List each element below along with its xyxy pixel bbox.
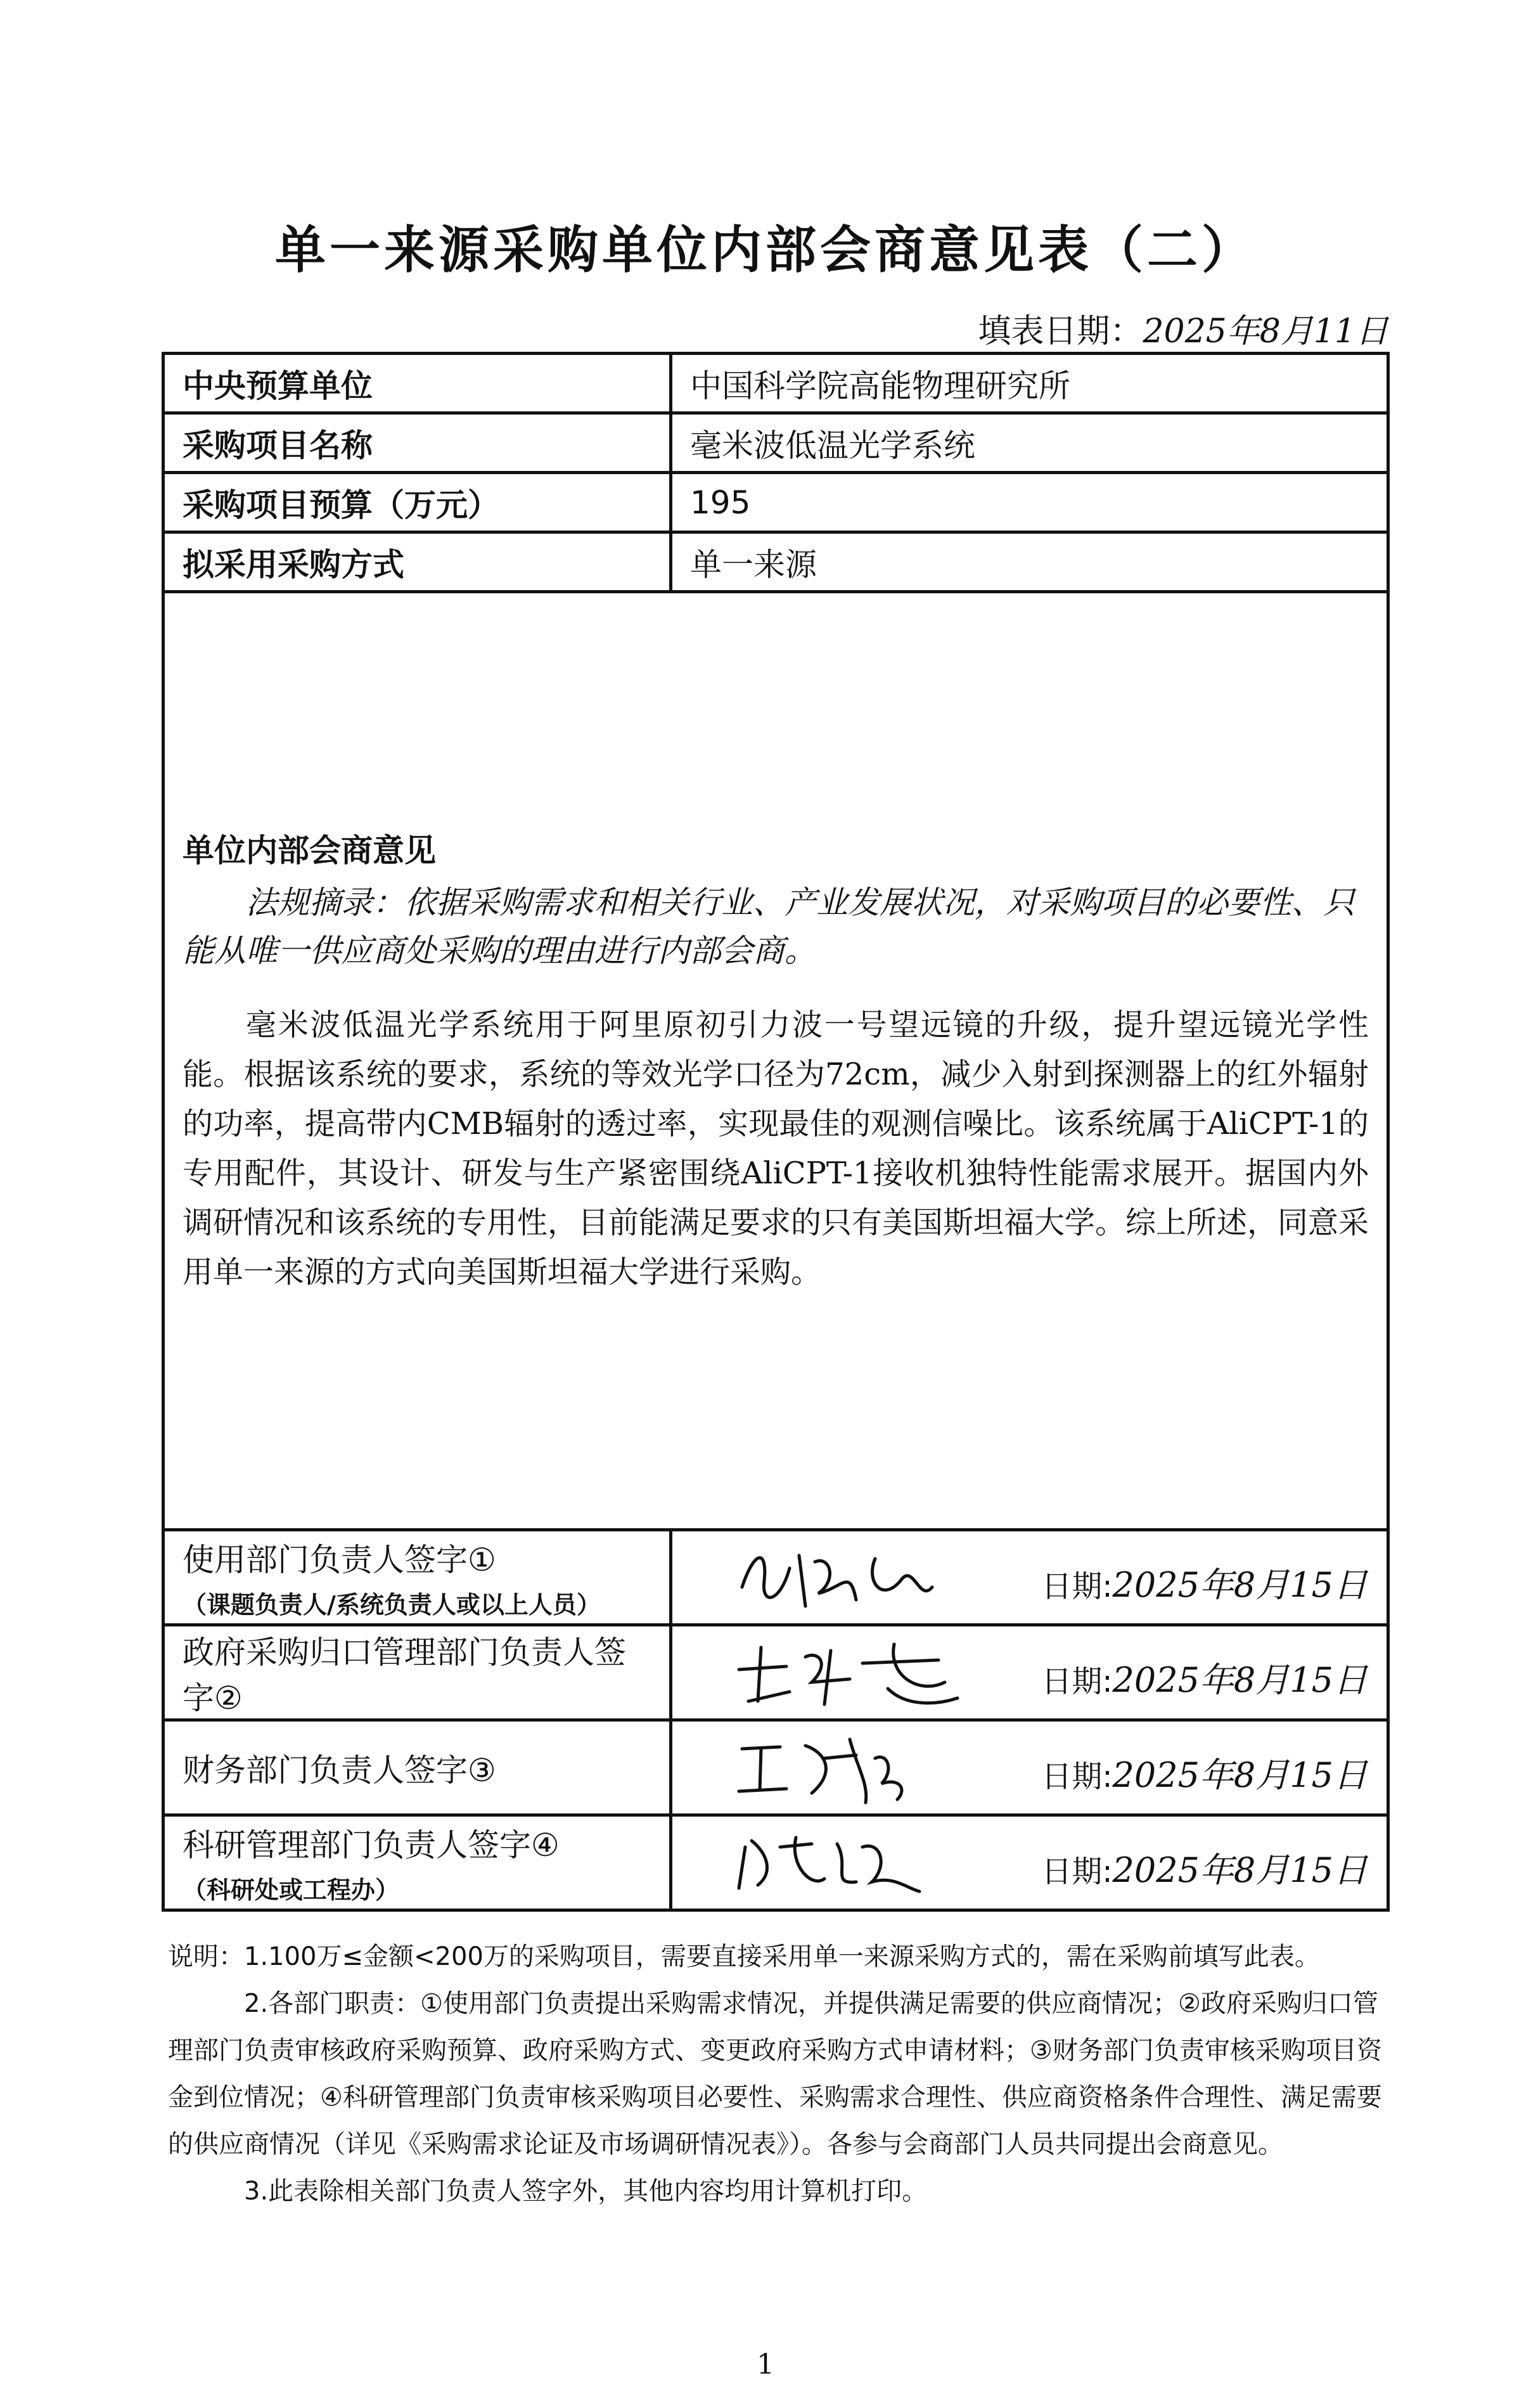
signature-cell	[671, 1815, 1388, 1910]
handwritten-signature	[729, 1733, 996, 1806]
signature-cell	[671, 1720, 1388, 1815]
signature-label: 政府采购归口管理部门负责人签字②	[183, 1633, 626, 1716]
date-label: 日期:	[1041, 1854, 1113, 1890]
date-value: 2025年8月15日	[1112, 1755, 1368, 1795]
signature-label-cell	[163, 1530, 671, 1625]
fill-date-label: 填表日期：	[978, 312, 1143, 351]
opinion-abstract: 法规摘录：依据采购需求和相关行业、产业发展状况，对采购项目的必要性、只能从唯一供应商处采购的理由进行内部会商。	[183, 884, 1355, 969]
page-number: 1	[757, 2348, 774, 2381]
date-value: 2025年8月15日	[1112, 1850, 1368, 1890]
handwritten-signature	[729, 1638, 996, 1711]
signature-row	[163, 1530, 1388, 1625]
signature-row	[163, 1815, 1388, 1910]
date-label: 日期:	[1041, 1569, 1113, 1604]
signature-date	[1041, 1843, 1368, 1892]
signature-sublabel: （科研处或工程办）	[183, 1876, 400, 1904]
signature-date	[1041, 1653, 1368, 1702]
field-row	[163, 532, 1388, 592]
fill-date-value: 2025年8月11日	[1143, 312, 1388, 351]
field-value-budget-unit: 中国科学院高能物理研究所	[671, 354, 1388, 413]
field-label-procurement-method: 拟采用采购方式	[163, 532, 671, 592]
field-row	[163, 354, 1388, 413]
signature-label-cell	[163, 1625, 671, 1720]
signature-date	[1041, 1558, 1368, 1607]
signature-row	[163, 1720, 1388, 1815]
signature-label: 科研管理部门负责人签字④	[183, 1827, 560, 1864]
date-label: 日期:	[1041, 1759, 1113, 1794]
field-row	[163, 413, 1388, 473]
opinion-cell	[163, 592, 1388, 1530]
signature-label: 使用部门负责人签字①	[183, 1542, 496, 1578]
signature-cell	[671, 1625, 1388, 1720]
date-value: 2025年8月15日	[1112, 1660, 1368, 1700]
signature-label-cell	[163, 1815, 671, 1910]
notes-section	[168, 1933, 1391, 2215]
signature-date	[1041, 1748, 1368, 1797]
signature-label: 财务部门负责人签字③	[183, 1751, 496, 1789]
fill-date	[978, 304, 1388, 352]
field-value-project-budget: 195	[671, 473, 1388, 532]
note-3: 3.此表除相关部门负责人签字外，其他内容均用计算机打印。	[244, 2177, 928, 2206]
field-value-project-name: 毫米波低温光学系统	[671, 413, 1388, 473]
opinion-row	[163, 592, 1388, 1530]
date-label: 日期:	[1041, 1664, 1113, 1699]
signature-cell	[671, 1530, 1388, 1625]
signature-sublabel: （课题负责人/系统负责人或以上人员）	[183, 1591, 601, 1619]
handwritten-signature	[729, 1828, 996, 1901]
opinion-heading: 单位内部会商意见	[183, 832, 436, 869]
page-title: 单一来源采购单位内部会商意见表（二）	[275, 221, 1256, 280]
opinion-body: 毫米波低温光学系统用于阿里原初引力波一号望远镜的升级，提升望远镜光学性能。根据该系统的要求，系统的等效光学口径为72cm，减少入射到探测器上的红外辐射的功率，提高带内CMB辐射的透过率，实现最佳的观测信噪比。该系统属于AliCPT-1的专用配件，其设计、研发与生产紧密围绕AliCPT-1接收机独特性能需求展开。据国内外调研情况和该系统的专用性，目前能满足要求的只有美国斯坦福大学。综上所述，同意采用单一来源的方式向美国斯坦福大学进行采购。	[183, 1007, 1369, 1290]
field-row	[163, 473, 1388, 532]
note-1: 说明：1.100万≤金额<200万的采购项目，需要直接采用单一来源采购方式的，需在采购前填写此表。	[168, 1942, 1320, 1971]
note-2: 2.各部门职责：①使用部门负责提出采购需求情况，并提供满足需要的供应商情况；②政府采购归口管理部门负责审核政府采购预算、政府采购方式、变更政府采购方式申请材料；③财务部门负责审核采购项目资金到位情况；④科研管理部门负责审核采购项目必要性、采购需求合理性、供应商资格条件合理性、满足需要的供应商情况（详见《采购需求论证及市场调研情况表》）。各参与会商部门人员共同提出会商意见。	[168, 1989, 1382, 2159]
opinion-form-table	[162, 352, 1390, 1912]
field-label-budget-unit: 中央预算单位	[163, 354, 671, 413]
signature-label-cell	[163, 1720, 671, 1815]
field-label-project-name: 采购项目名称	[163, 413, 671, 473]
field-value-procurement-method: 单一来源	[671, 532, 1388, 592]
field-label-project-budget: 采购项目预算（万元）	[163, 473, 671, 532]
date-value: 2025年8月15日	[1112, 1565, 1368, 1605]
signature-row	[163, 1625, 1388, 1720]
handwritten-signature	[729, 1543, 996, 1616]
